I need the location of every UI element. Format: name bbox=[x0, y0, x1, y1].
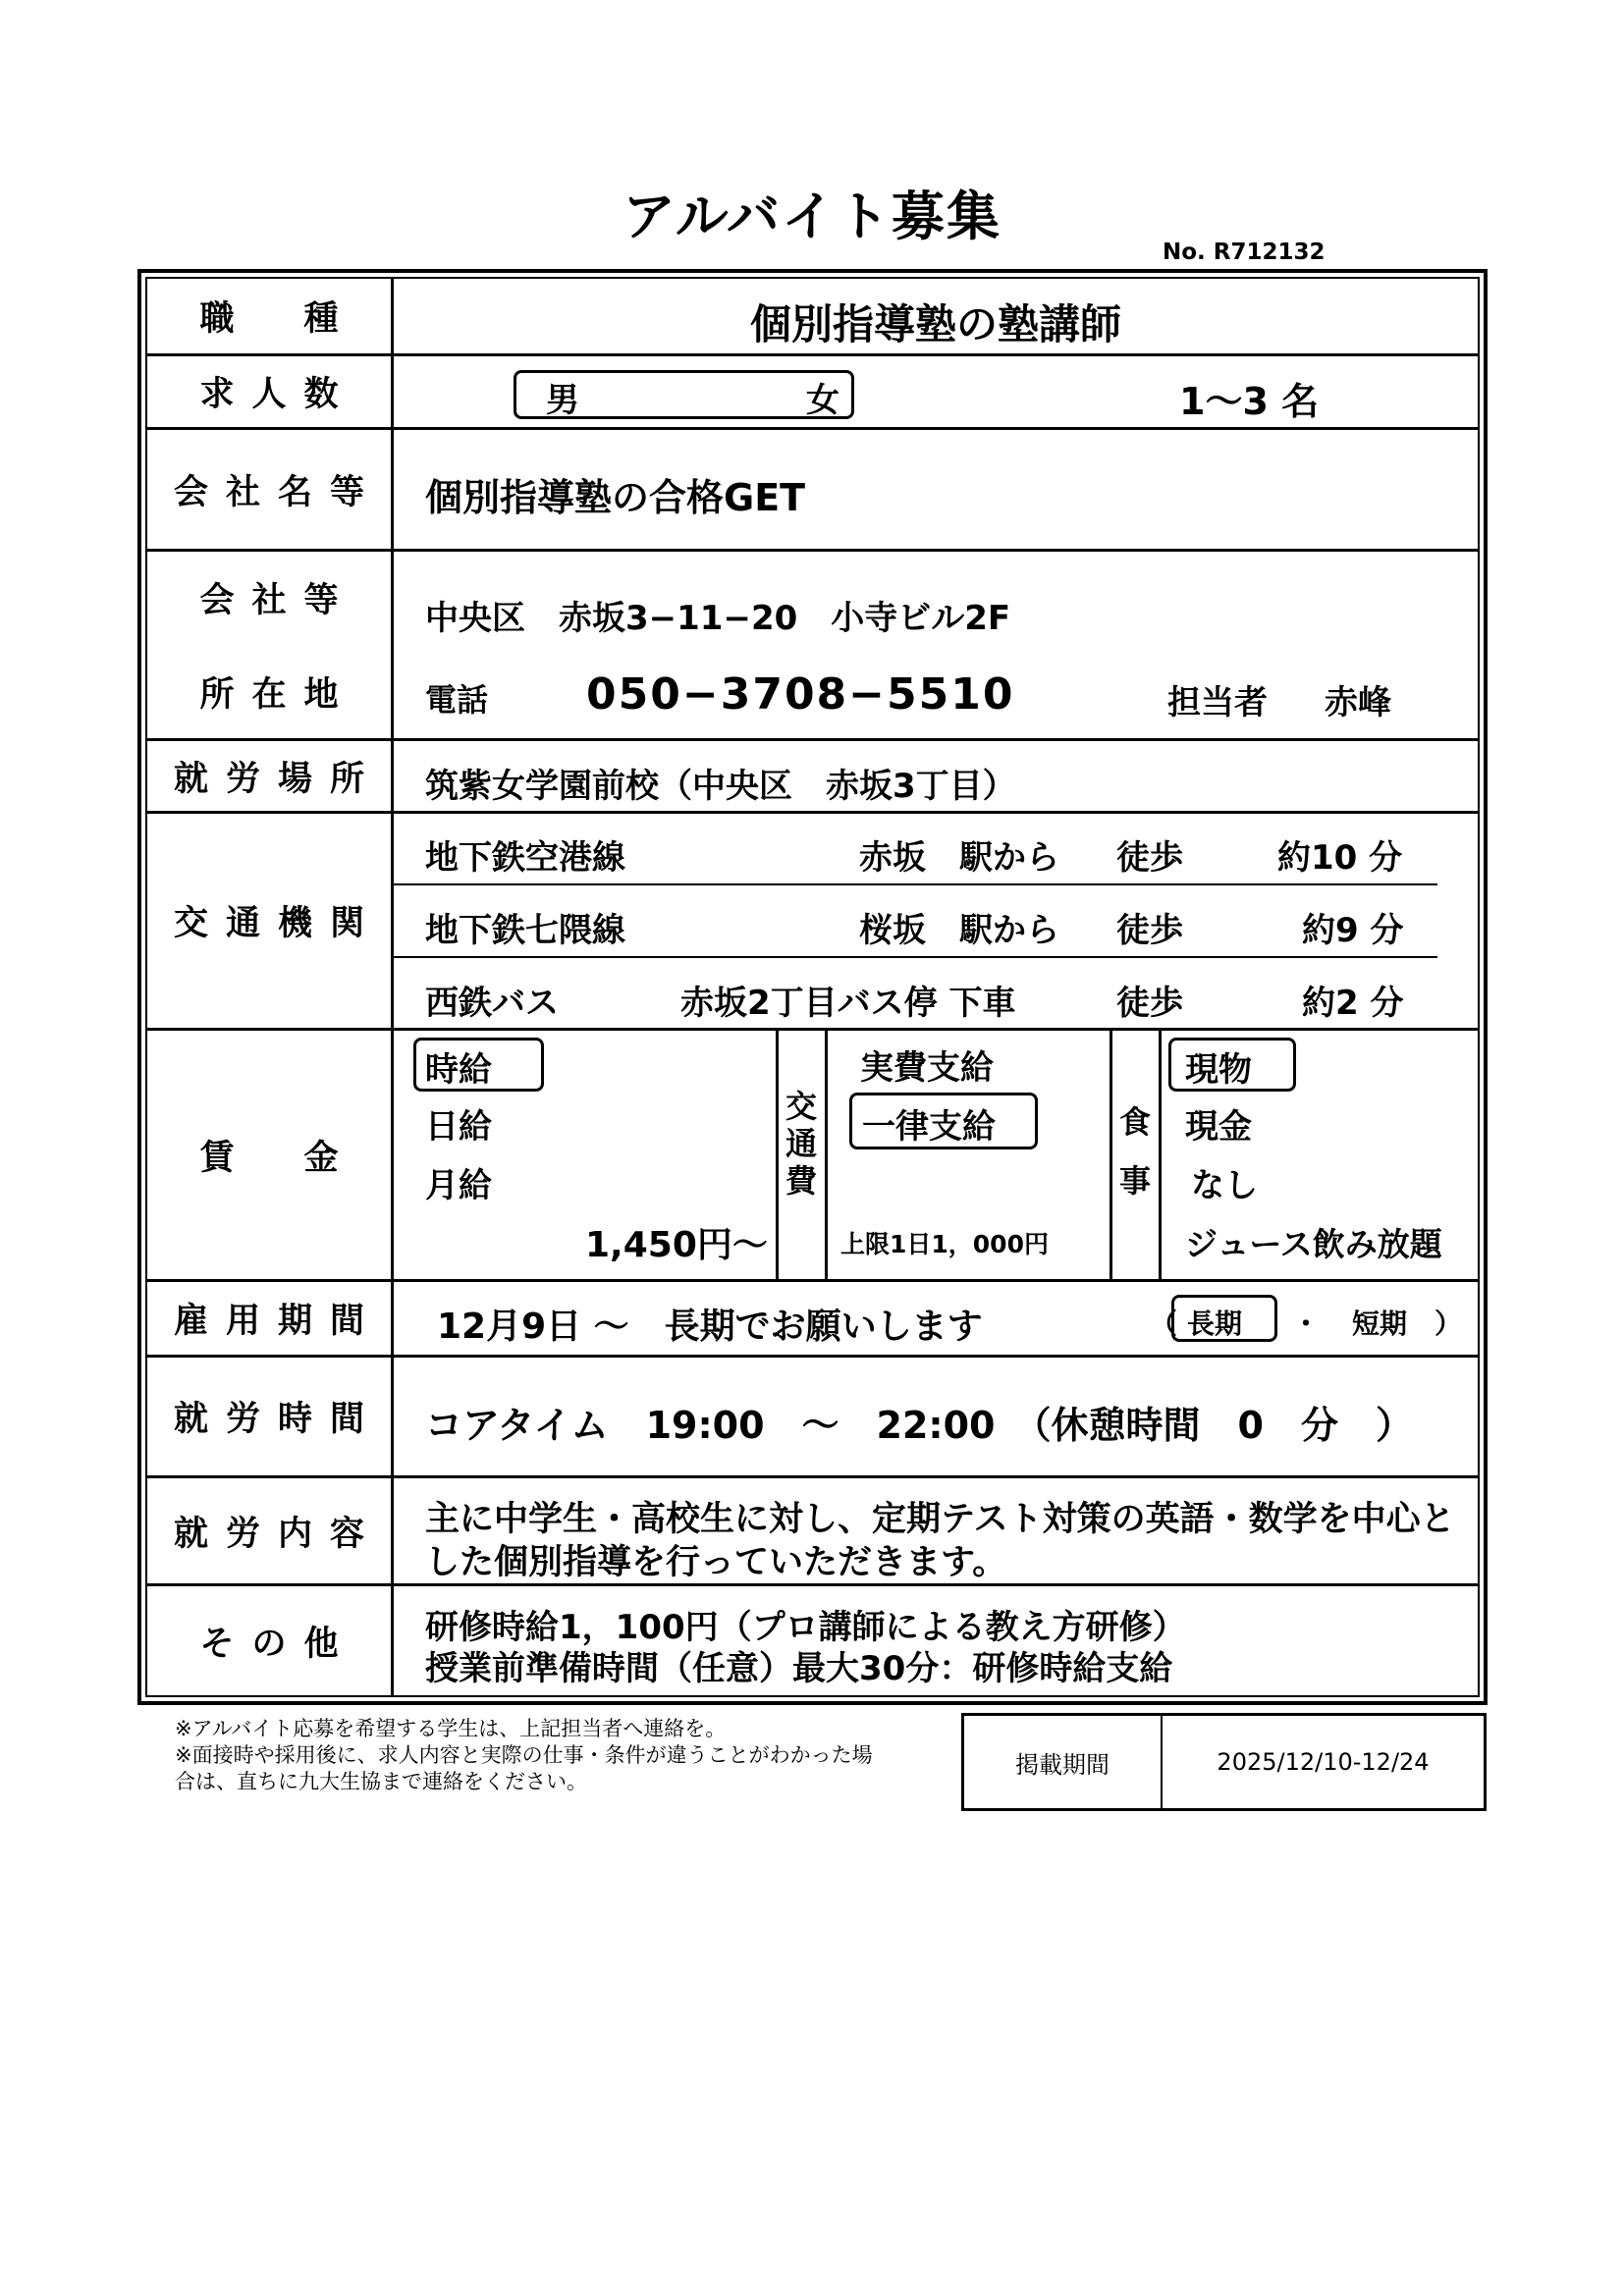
transport-flat: 一律支給 bbox=[862, 1107, 996, 1147]
headcount-label: 求人数 bbox=[147, 356, 394, 427]
wage-hourly: 時給 bbox=[425, 1050, 492, 1090]
meal-cash: 現金 bbox=[1185, 1107, 1252, 1147]
meal-label: 食事 bbox=[1118, 1103, 1151, 1200]
wage-monthly: 月給 bbox=[425, 1166, 492, 1205]
phone-label: 電話 bbox=[425, 681, 489, 719]
route-3-time: 約2 分 bbox=[1302, 984, 1404, 1023]
meal-in-kind: 現物 bbox=[1185, 1050, 1252, 1090]
route-1-line: 地下鉄空港線 bbox=[425, 838, 625, 878]
wage-divider-4 bbox=[1159, 1031, 1162, 1279]
row-workplace bbox=[147, 741, 1478, 814]
meal-note: ジュース飲み放題 bbox=[1185, 1225, 1442, 1263]
route-3-mode: 徒歩 bbox=[1116, 984, 1183, 1023]
transport-divider-2 bbox=[394, 956, 1437, 958]
wage-label: 賃 金 bbox=[147, 1031, 394, 1279]
headcount-value: 1〜3 名 bbox=[1179, 380, 1320, 423]
duties-label: 就労内容 bbox=[147, 1478, 394, 1583]
row-other bbox=[147, 1586, 1478, 1695]
row-duties bbox=[147, 1478, 1478, 1586]
address-label-line2: 所在地 bbox=[199, 675, 356, 715]
row-transport bbox=[147, 814, 1478, 1031]
footer-notes bbox=[175, 1716, 873, 1795]
route-2-time: 約9 分 bbox=[1302, 911, 1404, 950]
publication-period-box bbox=[961, 1713, 1487, 1811]
row-headcount bbox=[147, 356, 1478, 430]
contact-label: 担当者 bbox=[1167, 683, 1268, 722]
period-paren-open: （ bbox=[1150, 1308, 1178, 1340]
row-address bbox=[147, 552, 1478, 741]
gender-female: 女 bbox=[806, 381, 839, 420]
job-type-value: 個別指導塾の塾講師 bbox=[749, 300, 1121, 348]
workplace-value: 筑紫女学園前校（中央区 赤坂3丁目） bbox=[425, 767, 1016, 806]
footer-note-1: ※アルバイト応募を希望する学生は、上記担当者へ連絡を。 bbox=[175, 1717, 727, 1740]
footer-note-3: 合は、直ちに九大生協まで連絡をください。 bbox=[175, 1770, 587, 1793]
route-2-mode: 徒歩 bbox=[1116, 911, 1183, 950]
other-label: その他 bbox=[147, 1586, 394, 1695]
company-value: 個別指導塾の合格GET bbox=[425, 476, 806, 519]
hours-label: 就労時間 bbox=[147, 1358, 394, 1475]
row-job-type bbox=[147, 279, 1478, 356]
job-posting-table bbox=[137, 269, 1488, 1705]
transport-label: 交通機関 bbox=[147, 814, 394, 1028]
duties-line2: した個別指導を行っていただきます。 bbox=[425, 1543, 1007, 1582]
transport-cap: 上限1日1，000円 bbox=[840, 1230, 1049, 1258]
route-2-line: 地下鉄七隈線 bbox=[425, 911, 625, 950]
duties-line1: 主に中学生・高校生に対し、定期テスト対策の英語・数学を中心と bbox=[425, 1500, 1455, 1539]
row-hours bbox=[147, 1358, 1478, 1478]
hours-value: コアタイム 19:00 〜 22:00 （休憩時間 0 分 ） bbox=[425, 1404, 1413, 1447]
period-short: 短期 bbox=[1352, 1308, 1408, 1340]
route-3-line: 西鉄バス bbox=[425, 984, 559, 1023]
period-label: 雇用期間 bbox=[147, 1282, 394, 1355]
other-line2: 授業前準備時間（任意）最大30分：研修時給支給 bbox=[425, 1649, 1173, 1688]
route-1-mode: 徒歩 bbox=[1116, 838, 1183, 878]
route-1-station: 赤坂 駅から bbox=[859, 838, 1059, 878]
workplace-label: 就労場所 bbox=[147, 741, 394, 811]
meal-none: なし bbox=[1191, 1166, 1258, 1205]
document-number: No. R712132 bbox=[1163, 240, 1326, 265]
transport-divider-1 bbox=[394, 883, 1437, 885]
wage-divider-3 bbox=[1110, 1031, 1112, 1279]
period-long: 長期 bbox=[1187, 1308, 1243, 1340]
phone-number: 050−3708−5510 bbox=[586, 669, 1015, 720]
period-paren-close: ） bbox=[1435, 1308, 1463, 1340]
wage-divider-2 bbox=[825, 1031, 828, 1279]
row-period bbox=[147, 1282, 1478, 1358]
other-line1: 研修時給1，100円（プロ講師による教え方研修） bbox=[425, 1608, 1186, 1647]
footer-note-2: ※面接時や採用後に、求人内容と実際の仕事・条件が違うことがわかった場 bbox=[175, 1743, 873, 1767]
job-type-label: 職 種 bbox=[147, 279, 394, 353]
transport-actual: 実費支給 bbox=[860, 1048, 994, 1088]
row-company bbox=[147, 430, 1478, 552]
publication-period-label: 掲載期間 bbox=[964, 1716, 1163, 1808]
transport-fee-label: 交通費 bbox=[785, 1088, 817, 1200]
page-title: アルバイト募集 bbox=[622, 186, 1002, 247]
publication-period-value: 2025/12/10-12/24 bbox=[1217, 1748, 1430, 1776]
address-label-line1: 会社等 bbox=[199, 581, 356, 620]
company-label: 会社名等 bbox=[147, 430, 394, 549]
route-1-time: 約10 分 bbox=[1277, 838, 1403, 878]
row-wage bbox=[147, 1031, 1478, 1282]
address-label bbox=[147, 552, 394, 738]
wage-amount: 1,450円〜 bbox=[585, 1225, 768, 1265]
route-3-station: 赤坂2丁目バス停 下車 bbox=[680, 984, 1016, 1023]
period-value: 12月9日 〜 長期でお願いします bbox=[437, 1307, 983, 1347]
route-2-station: 桜坂 駅から bbox=[859, 911, 1059, 950]
address-value: 中央区 赤坂3−11−20 小寺ビル2F bbox=[425, 599, 1011, 638]
wage-divider-1 bbox=[776, 1031, 779, 1279]
period-dot: ・ bbox=[1292, 1308, 1321, 1340]
contact-name: 赤峰 bbox=[1325, 683, 1391, 722]
wage-daily: 日給 bbox=[425, 1107, 492, 1147]
gender-male: 男 bbox=[546, 381, 579, 420]
